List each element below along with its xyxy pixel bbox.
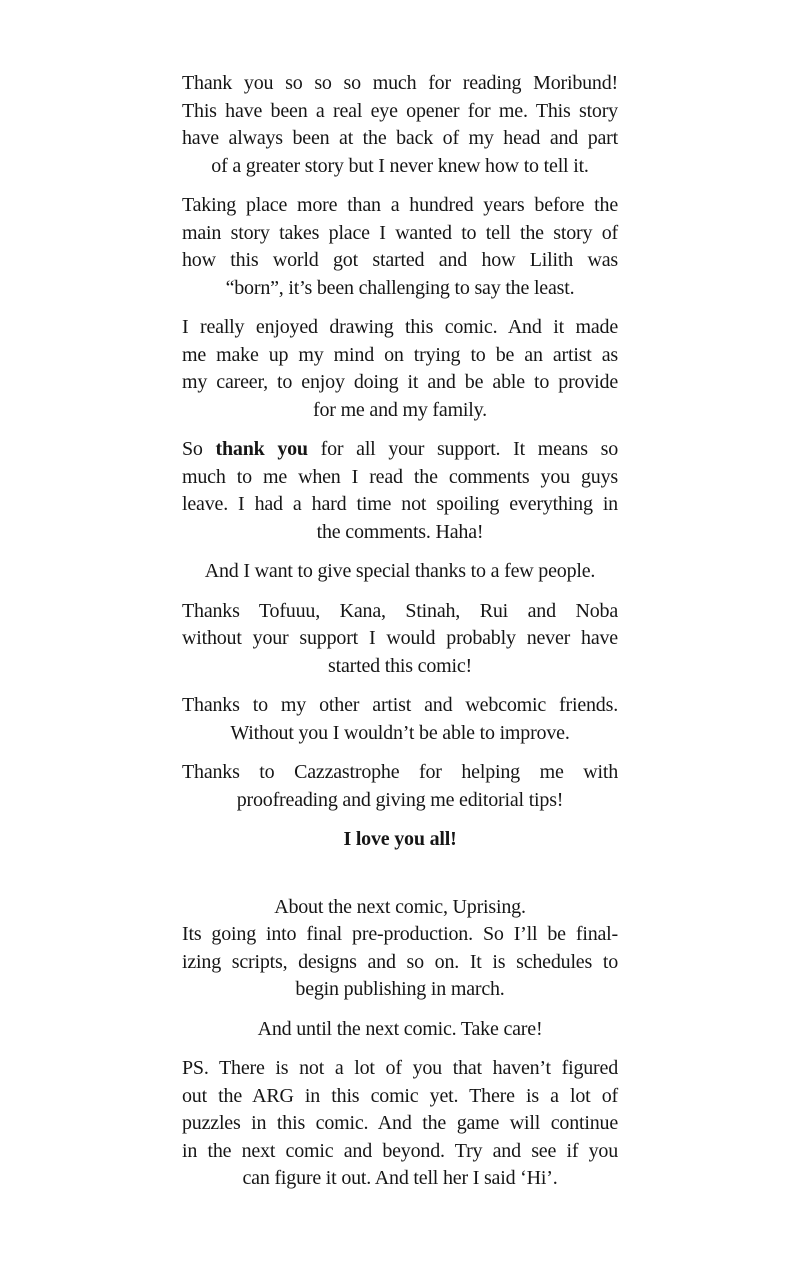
text-line [182, 125, 618, 153]
paragraph-story-background [182, 192, 618, 302]
text: Its going into final pre-production. So I’ll be final- [182, 923, 618, 945]
text-line [182, 342, 618, 370]
text-line [182, 976, 618, 1004]
text-line [182, 436, 618, 464]
text: started this comic! [328, 654, 472, 677]
document-body [182, 70, 618, 1193]
text-line [182, 397, 618, 425]
text-line [182, 1055, 618, 1083]
text: in the next comic and beyond. Try and see if you [182, 1139, 618, 1162]
text-line [182, 759, 618, 787]
text: without your support I would probably never have [182, 627, 618, 649]
text-line [182, 369, 618, 397]
text-line [182, 70, 618, 98]
text-line [182, 1138, 618, 1166]
text: Without you I wouldn’t be able to improve. [230, 721, 570, 744]
text-line [182, 247, 618, 275]
bold-text: thank you [215, 438, 308, 460]
paragraph-enjoyed-drawing [182, 314, 618, 424]
text: leave. I had a hard time not spoiling everything in [182, 493, 618, 515]
text: for all your support. It means so [307, 438, 619, 460]
text: puzzles in this comic. And the game will continue [182, 1112, 618, 1134]
text: This have been a real eye opener for me. This story [182, 99, 618, 122]
text-line [182, 275, 618, 303]
paragraph-love-you-all [182, 826, 618, 854]
paragraph-thanks-supporters [182, 598, 618, 681]
text-line [182, 1083, 618, 1111]
text-line [182, 826, 618, 854]
text: my career, to enjoy doing it and be able to provide [182, 371, 618, 393]
paragraph-thanks-artist-friends [182, 692, 618, 747]
paragraph-take-care [182, 1016, 618, 1044]
text: me make up my mind on trying to be an artist as [182, 343, 618, 366]
text-line [182, 464, 618, 492]
text-line [182, 1165, 618, 1193]
text: have always been at the back of my head and part [182, 127, 618, 149]
bold-text: I love you all! [343, 828, 457, 850]
text: I really enjoyed drawing this comic. And it made [182, 316, 618, 338]
text: main story takes place I wanted to tell the story of [182, 221, 618, 244]
text-line [182, 1016, 618, 1044]
paragraph-thank-you-support [182, 436, 618, 546]
text: can figure it out. And tell her I said ‘Hi’. [242, 1167, 558, 1189]
text-line [182, 558, 618, 586]
text: Thank you so so so much for reading Moribund! [182, 72, 618, 94]
afterword-page [182, 0, 618, 1193]
text: out the ARG in this comic yet. There is a lot of [182, 1084, 618, 1107]
text: Thanks Tofuuu, Kana, Stinah, Rui and Noba [182, 599, 618, 622]
text-line [182, 519, 618, 547]
text: much to me when I read the comments you guys [182, 465, 618, 488]
text-line [182, 625, 618, 653]
text-line [182, 720, 618, 748]
text: Taking place more than a hundred years before the [182, 194, 618, 216]
text: “born”, it’s been challenging to say the least. [225, 276, 575, 299]
text: proofreading and giving me editorial tips! [236, 788, 564, 811]
text: And I want to give special thanks to a few people. [204, 560, 596, 582]
text-line [182, 598, 618, 626]
paragraph-thanks-for-reading [182, 70, 618, 180]
text: Thanks to Cazzastrophe for helping me with [182, 761, 618, 783]
paragraph-ps-arg [182, 1055, 618, 1193]
text-line [182, 787, 618, 815]
text: of a greater story but I never knew how to tell it. [211, 154, 589, 177]
text: the comments. Haha! [316, 520, 484, 543]
text-line [182, 894, 618, 922]
text: So [182, 438, 216, 460]
text-line [182, 98, 618, 126]
paragraph-thanks-cazzastrophe [182, 759, 618, 814]
text-line [182, 921, 618, 949]
text-line [182, 314, 618, 342]
text: begin publishing in march. [295, 978, 505, 1000]
text: PS. There is not a lot of you that haven’t figured [182, 1057, 618, 1079]
text-line [182, 491, 618, 519]
text-line [182, 192, 618, 220]
paragraph-next-comic-uprising [182, 894, 618, 1004]
text-line [182, 1110, 618, 1138]
text-line [182, 692, 618, 720]
text-line [182, 949, 618, 977]
text: for me and my family. [313, 398, 487, 421]
text-line [182, 220, 618, 248]
text: izing scripts, designs and so on. It is schedules to [182, 950, 618, 973]
paragraph-special-thanks-intro [182, 558, 618, 586]
text: Thanks to my other artist and webcomic friends. [182, 694, 618, 716]
text-line [182, 653, 618, 681]
text: And until the next comic. Take care! [257, 1017, 543, 1040]
text-line [182, 153, 618, 181]
text: About the next comic, Uprising. [274, 895, 526, 918]
text: how this world got started and how Lilith was [182, 249, 618, 271]
